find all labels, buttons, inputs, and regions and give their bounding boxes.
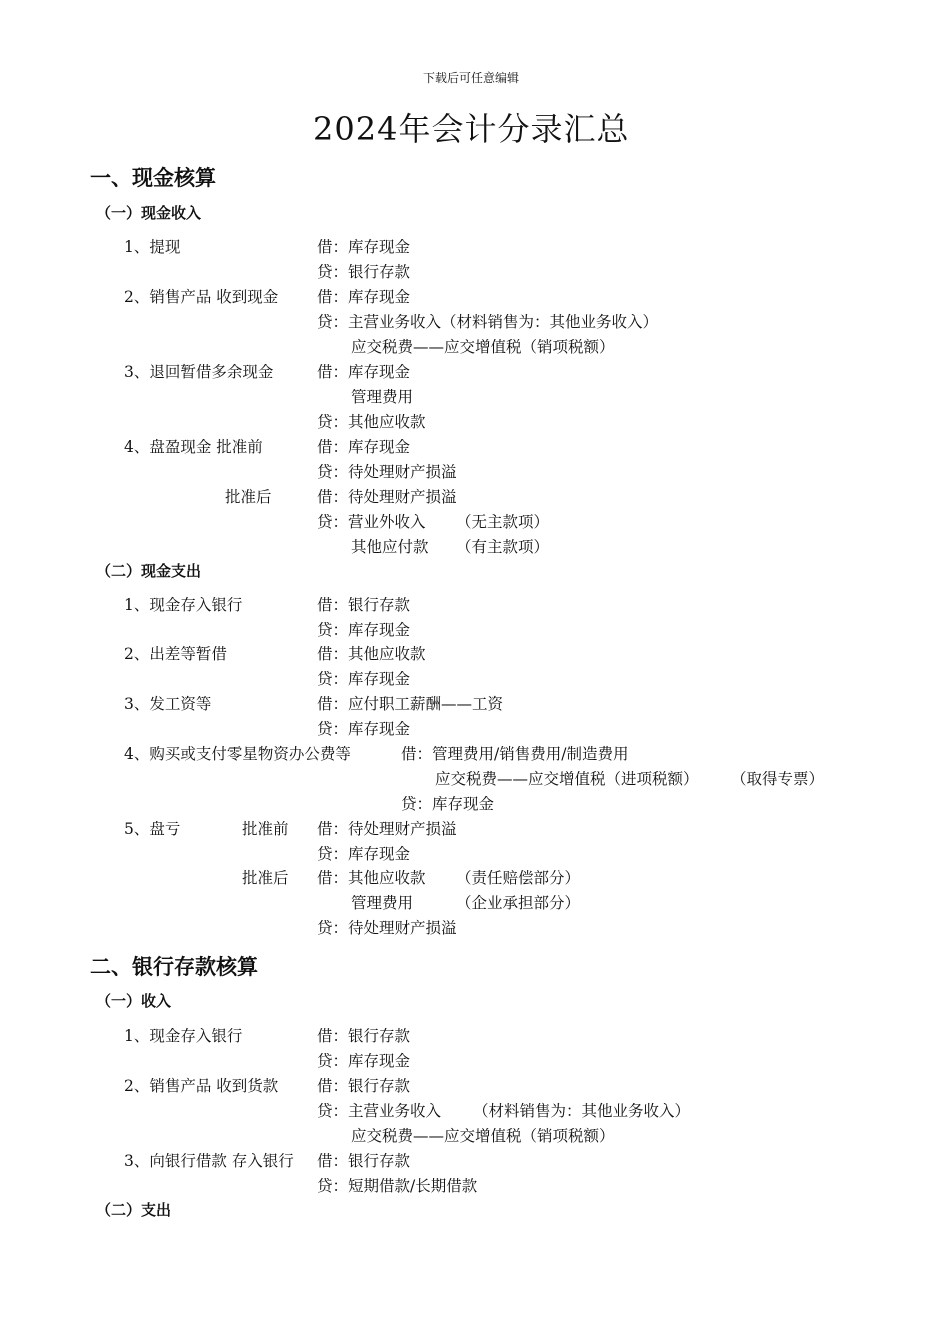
credit-line: 贷：银行存款 [317, 263, 411, 281]
credit-line: 贷：营业外收入 [317, 513, 426, 531]
entry-note: （责任赔偿部分） [456, 869, 581, 887]
debit-line-continued: 管理费用 [351, 388, 414, 406]
debit-line: 借：应付职工薪酬——工资 [317, 695, 504, 713]
debit-line: 借：银行存款 [317, 1077, 411, 1095]
entry-label: 2、销售产品 收到现金 [124, 288, 279, 306]
credit-line: 贷：库存现金 [317, 845, 411, 863]
entry-label: 3、向银行借款 存入银行 [124, 1152, 294, 1170]
debit-line: 借：银行存款 [317, 1027, 411, 1045]
entry-label: 1、现金存入银行 [124, 596, 243, 614]
credit-line-continued: 其他应付款 [351, 538, 429, 556]
subsection-heading-bank-expense: （二）支出 [96, 1201, 172, 1219]
debit-line: 借：待处理财产损溢 [317, 488, 457, 506]
credit-line: 贷：其他应收款 [317, 413, 426, 431]
subsection-heading-cash-income: （一）现金收入 [96, 204, 202, 222]
credit-line: 贷：库存现金 [317, 720, 411, 738]
entry-sublabel: 批准后 [225, 488, 272, 506]
entry-label: 2、销售产品 收到货款 [124, 1077, 279, 1095]
debit-line: 借：库存现金 [317, 438, 411, 456]
credit-line: 贷：库存现金 [317, 670, 411, 688]
debit-line: 借：管理费用/销售费用/制造费用 [401, 745, 629, 763]
entry-note: （企业承担部分） [456, 894, 581, 912]
header-note: 下载后可任意编辑 [423, 71, 520, 85]
credit-line: 贷：主营业务收入（材料销售为：其他业务收入） [317, 313, 659, 331]
entry-label: 1、现金存入银行 [124, 1027, 243, 1045]
entry-label: 1、提现 [124, 238, 181, 256]
entry-note: （无主款项） [456, 513, 550, 531]
credit-line-continued: 应交税费——应交增值税（销项税额） [351, 338, 615, 356]
entry-label: 4、购买或支付零星物资办公费等 [124, 745, 351, 763]
entry-label: 3、发工资等 [124, 695, 212, 713]
entry-note: （材料销售为：其他业务收入） [473, 1102, 691, 1120]
debit-line: 借：其他应收款 [317, 869, 426, 887]
credit-line: 贷：库存现金 [317, 621, 411, 639]
debit-line: 借：库存现金 [317, 238, 411, 256]
entry-sublabel: 批准前 [242, 820, 289, 838]
entry-note: （有主款项） [456, 538, 550, 556]
entry-label: 5、盘亏 [124, 820, 181, 838]
entry-label: 2、出差等暂借 [124, 645, 227, 663]
entry-sublabel: 批准后 [242, 869, 289, 887]
debit-line: 借：银行存款 [317, 596, 411, 614]
subsection-heading-bank-income: （一）收入 [96, 992, 172, 1010]
entry-note: （取得专票） [731, 770, 825, 788]
debit-line: 借：其他应收款 [317, 645, 426, 663]
section-heading-bank: 二、银行存款核算 [90, 955, 258, 979]
credit-line: 贷：待处理财产损溢 [317, 919, 457, 937]
entry-label: 3、退回暂借多余现金 [124, 363, 274, 381]
credit-line: 贷：主营业务收入 [317, 1102, 442, 1120]
document-title: 2024年会计分录汇总 [313, 110, 630, 148]
debit-line: 借：库存现金 [317, 363, 411, 381]
credit-line: 贷：待处理财产损溢 [317, 463, 457, 481]
debit-line-continued: 管理费用 [351, 894, 414, 912]
credit-line: 贷：库存现金 [317, 1052, 411, 1070]
debit-line-continued: 应交税费——应交增值税（进项税额） [435, 770, 699, 788]
debit-line: 借：待处理财产损溢 [317, 820, 457, 838]
section-heading-cash: 一、现金核算 [90, 166, 216, 190]
debit-line: 借：银行存款 [317, 1152, 411, 1170]
credit-line: 贷：库存现金 [401, 795, 495, 813]
debit-line: 借：库存现金 [317, 288, 411, 306]
credit-line-continued: 应交税费——应交增值税（销项税额） [351, 1127, 615, 1145]
subsection-heading-cash-expense: （二）现金支出 [96, 562, 202, 580]
credit-line: 贷：短期借款/长期借款 [317, 1177, 478, 1195]
entry-label: 4、盘盈现金 批准前 [124, 438, 263, 456]
